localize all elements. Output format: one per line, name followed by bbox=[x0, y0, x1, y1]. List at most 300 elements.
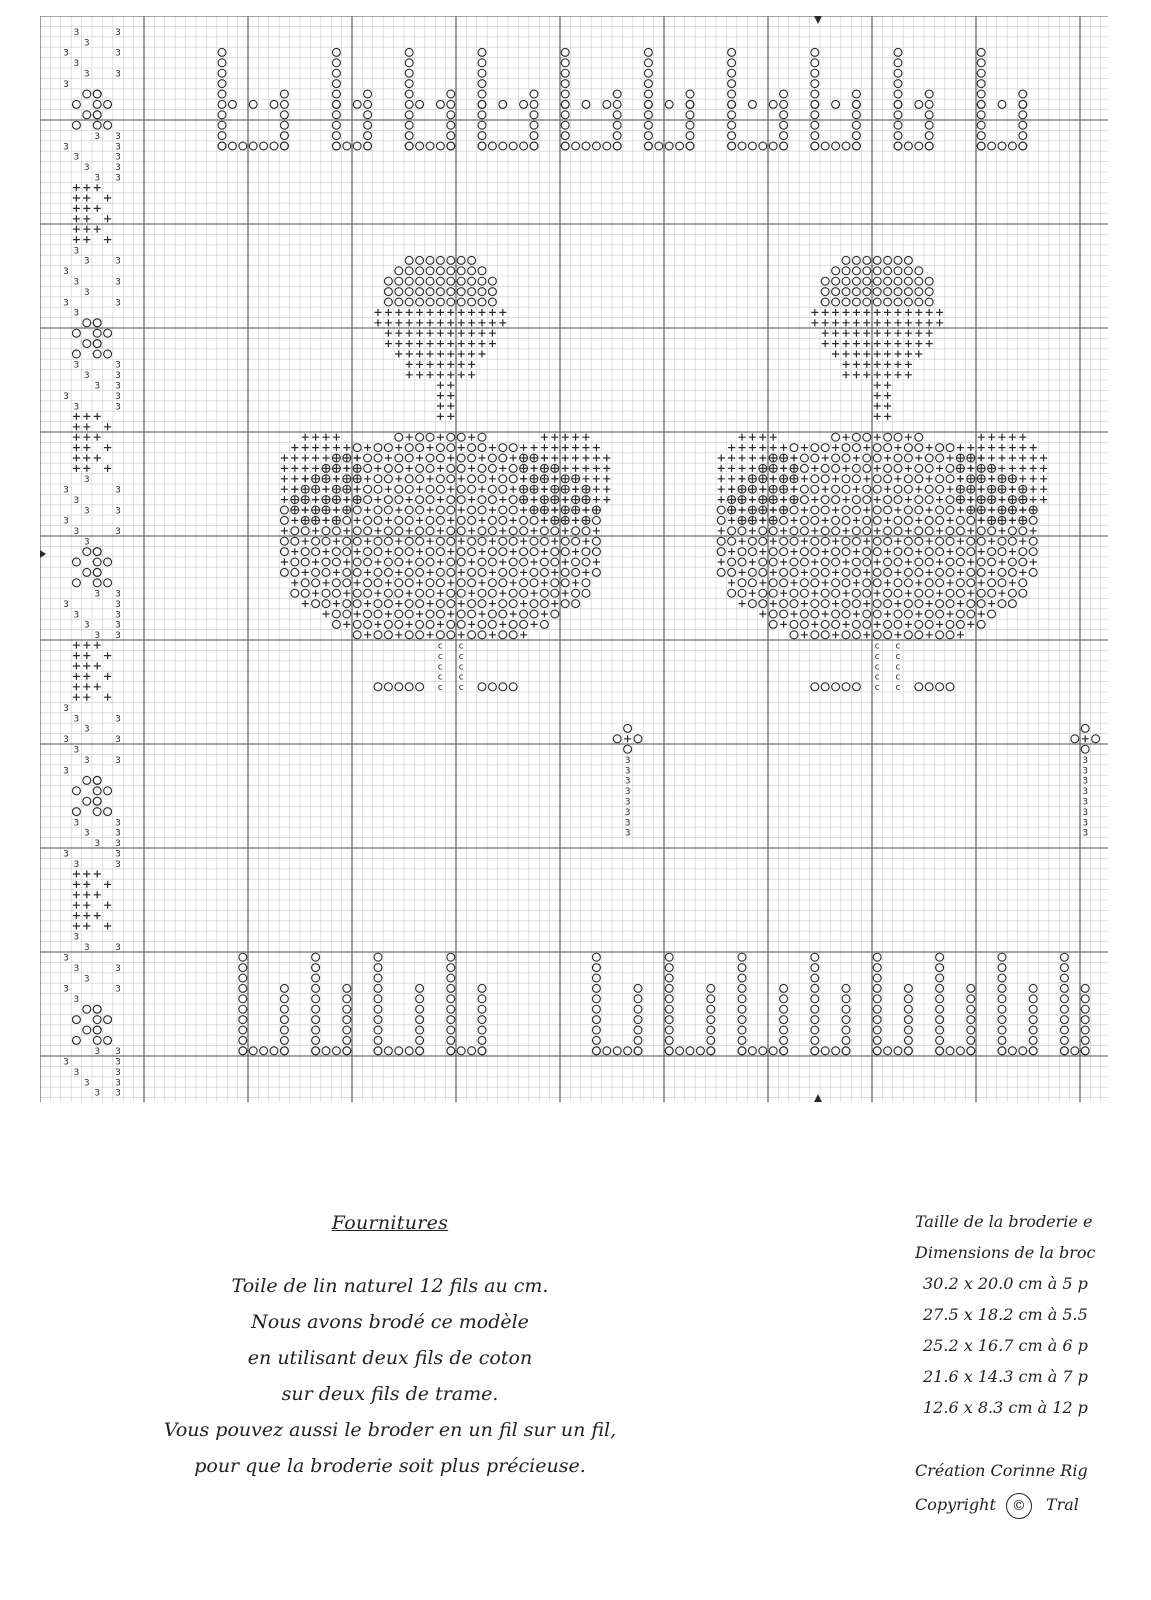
stitch-symbol: 3 bbox=[115, 485, 121, 496]
stitch-circle bbox=[811, 90, 819, 98]
stitch-circle bbox=[811, 142, 819, 150]
stitch-circle bbox=[821, 1047, 829, 1055]
stitch-circle bbox=[894, 579, 902, 587]
stitch-cross bbox=[780, 465, 787, 472]
stitch-cross bbox=[884, 340, 891, 347]
stitch-circle bbox=[988, 548, 996, 556]
stitch-cross bbox=[822, 319, 829, 326]
stitch-circle bbox=[478, 100, 486, 108]
stitch-cross bbox=[822, 454, 829, 461]
stitch-cross bbox=[738, 538, 745, 545]
stitch-circle bbox=[1060, 953, 1068, 961]
stitch-cross bbox=[998, 465, 1005, 472]
stitch-circle bbox=[936, 537, 944, 545]
stitch-circle bbox=[426, 267, 434, 275]
stitch-circle bbox=[488, 683, 496, 691]
stitch-circle bbox=[821, 444, 829, 452]
stitch-circle bbox=[894, 142, 902, 150]
stitch-circle bbox=[707, 995, 715, 1003]
stitch-circle bbox=[343, 1026, 351, 1034]
stitch-cross bbox=[333, 569, 340, 576]
stitch-circle bbox=[104, 1016, 112, 1024]
stitch-circle bbox=[915, 620, 923, 628]
stitch-circle bbox=[988, 579, 996, 587]
stitch-circle bbox=[436, 288, 444, 296]
stitch-cross bbox=[416, 371, 423, 378]
stitch-cross bbox=[1030, 465, 1037, 472]
stitch-circle bbox=[780, 1016, 788, 1024]
stitch-cross bbox=[863, 371, 870, 378]
stitch-symbol: 3 bbox=[115, 402, 121, 413]
stitch-cross bbox=[406, 465, 413, 472]
stitch-cross bbox=[728, 475, 735, 482]
stitch-circle bbox=[343, 984, 351, 992]
stitch-cross bbox=[499, 309, 506, 316]
stitch-circle bbox=[728, 558, 736, 566]
stitch-circle bbox=[1019, 121, 1027, 129]
stitch-cross bbox=[593, 444, 600, 451]
stitch-circle bbox=[540, 558, 548, 566]
stitch-cross bbox=[572, 517, 579, 524]
stitch-cross bbox=[406, 621, 413, 628]
stitch-cross bbox=[499, 621, 506, 628]
stitch-cross bbox=[291, 486, 298, 493]
stitch-cross bbox=[562, 454, 569, 461]
stitch-cross bbox=[73, 642, 80, 649]
stitch-circle bbox=[644, 59, 652, 67]
stitch-symbol: 3 bbox=[115, 599, 121, 610]
stitch-circle bbox=[603, 142, 611, 150]
stitch-circle bbox=[499, 506, 507, 514]
stitch-circle bbox=[967, 1047, 975, 1055]
stitch-circle bbox=[218, 80, 226, 88]
stitch-circle bbox=[915, 267, 923, 275]
stitch-cross bbox=[437, 340, 444, 347]
stitch-circle bbox=[499, 444, 507, 452]
stitch-circle bbox=[998, 964, 1006, 972]
stitch-circle bbox=[561, 548, 569, 556]
stitch-cross bbox=[936, 496, 943, 503]
stitch-cross bbox=[603, 496, 610, 503]
stitch-circle bbox=[447, 506, 455, 514]
stitch-cross bbox=[104, 922, 111, 929]
stitch-circle bbox=[416, 995, 424, 1003]
stitch-cross bbox=[759, 444, 766, 451]
stitch-symbol: 3 bbox=[63, 849, 69, 860]
stitch-symbol: c bbox=[895, 672, 901, 683]
stitch-cross bbox=[322, 444, 329, 451]
stitch-cross bbox=[936, 558, 943, 565]
stitch-cross bbox=[468, 371, 475, 378]
stitch-cross bbox=[73, 465, 80, 472]
stitch-cross bbox=[541, 454, 548, 461]
stitch-cross bbox=[572, 444, 579, 451]
stitch-circle bbox=[852, 256, 860, 264]
stitch-circle bbox=[83, 90, 91, 98]
stitch-circle bbox=[520, 142, 528, 150]
stitch-circle bbox=[312, 548, 320, 556]
stitch-circle bbox=[540, 589, 548, 597]
stitch-cross bbox=[406, 319, 413, 326]
stitch-circle bbox=[863, 464, 871, 472]
stitch-cross bbox=[915, 350, 922, 357]
stitch-symbol: 3 bbox=[115, 298, 121, 309]
stitch-circle bbox=[998, 1036, 1006, 1044]
stitch-circle bbox=[790, 506, 798, 514]
stitch-circle bbox=[946, 1047, 954, 1055]
stitch-circle bbox=[1008, 558, 1016, 566]
stitch-circle bbox=[478, 537, 486, 545]
stitch-cross bbox=[863, 350, 870, 357]
stitch-circle bbox=[582, 527, 590, 535]
stitch-circle bbox=[707, 984, 715, 992]
stitch-cross bbox=[73, 922, 80, 929]
stitch-circle bbox=[218, 111, 226, 119]
stitch-circle bbox=[686, 100, 694, 108]
stitch-circle bbox=[780, 132, 788, 140]
stitch-circle bbox=[790, 444, 798, 452]
stitch-circle bbox=[384, 1047, 392, 1055]
stitch-cross bbox=[333, 538, 340, 545]
stitch-symbol: 3 bbox=[624, 818, 631, 829]
stitch-circle bbox=[925, 558, 933, 566]
stitch-cross bbox=[884, 486, 891, 493]
stitch-circle bbox=[488, 142, 496, 150]
stitch-circle bbox=[447, 568, 455, 576]
stitch-cross bbox=[395, 319, 402, 326]
stitch-circle bbox=[405, 69, 413, 77]
stitch-cross bbox=[406, 361, 413, 368]
stitch-circle bbox=[395, 548, 403, 556]
stitch-circle bbox=[93, 579, 101, 587]
stitch-circle bbox=[447, 464, 455, 472]
stitch-cross bbox=[957, 444, 964, 451]
stitch-cross bbox=[978, 444, 985, 451]
stitch-cross bbox=[374, 496, 381, 503]
stitch-circle bbox=[582, 100, 590, 108]
stitch-cross bbox=[728, 486, 735, 493]
stitch-circle bbox=[728, 111, 736, 119]
stitch-symbol: 3 bbox=[73, 277, 80, 288]
stitch-cross bbox=[853, 340, 860, 347]
stitch-cross bbox=[562, 465, 569, 472]
stitch-cross bbox=[874, 496, 881, 503]
stitch-cross bbox=[83, 423, 90, 430]
stitch-circle bbox=[936, 610, 944, 618]
stitch-cross bbox=[354, 548, 361, 555]
stitch-circle bbox=[551, 610, 559, 618]
stitch-cross bbox=[572, 454, 579, 461]
stitch-circle bbox=[967, 516, 975, 524]
stitch-circle bbox=[104, 808, 112, 816]
stitch-circle bbox=[384, 620, 392, 628]
stitch-cross bbox=[468, 319, 475, 326]
stitch-cross bbox=[468, 496, 475, 503]
stitch-cross bbox=[853, 610, 860, 617]
stitch-circle bbox=[530, 610, 538, 618]
stitch-cross bbox=[562, 590, 569, 597]
stitch-cross bbox=[447, 350, 454, 357]
stitch-circle bbox=[364, 485, 372, 493]
stitch-circle bbox=[93, 90, 101, 98]
stitch-circle bbox=[312, 568, 320, 576]
stitch-circle bbox=[395, 267, 403, 275]
stitch-cross bbox=[863, 631, 870, 638]
stitch-symbol: 3 bbox=[83, 943, 90, 954]
stitch-circle bbox=[738, 589, 746, 597]
stitch-cross bbox=[884, 330, 891, 337]
stitch-circle bbox=[832, 496, 840, 504]
stitch-circle bbox=[447, 964, 455, 972]
stitch-cross bbox=[884, 548, 891, 555]
stitch-circle bbox=[280, 506, 288, 514]
stitch-circle bbox=[884, 475, 892, 483]
stitch-circle bbox=[374, 1005, 382, 1013]
stitch-cross bbox=[562, 434, 569, 441]
stitch-circle bbox=[884, 298, 892, 306]
stitch-cross bbox=[94, 870, 101, 877]
stitch-circle bbox=[364, 454, 372, 462]
stitch-cross bbox=[863, 506, 870, 513]
stitch-cross bbox=[874, 350, 881, 357]
stitch-circle bbox=[707, 1036, 715, 1044]
stitch-circle bbox=[353, 506, 361, 514]
stitch-circle bbox=[447, 1005, 455, 1013]
stitch-circle bbox=[478, 620, 486, 628]
stitch-circle bbox=[811, 964, 819, 972]
stitch-circle bbox=[884, 631, 892, 639]
stitch-circle bbox=[634, 1047, 642, 1055]
stitch-cross bbox=[458, 361, 465, 368]
stitch-symbol: 3 bbox=[73, 1067, 80, 1078]
stitch-circle bbox=[384, 537, 392, 545]
stitch-circle bbox=[1029, 568, 1037, 576]
stitch-circle bbox=[915, 298, 923, 306]
stitch-circle bbox=[800, 589, 808, 597]
stitch-circle bbox=[821, 527, 829, 535]
stitch-circle bbox=[863, 589, 871, 597]
stitch-circle bbox=[457, 298, 465, 306]
stitch-cross bbox=[551, 506, 558, 513]
dimensions-header: Dimensions de la broc bbox=[915, 1243, 1096, 1262]
stitch-cross bbox=[562, 444, 569, 451]
stitch-circle bbox=[301, 548, 309, 556]
stitch-symbol: c bbox=[458, 641, 464, 652]
stitch-circle bbox=[988, 610, 996, 618]
stitch-circle bbox=[748, 1047, 756, 1055]
stitch-circle bbox=[842, 454, 850, 462]
stitch-circle bbox=[842, 683, 850, 691]
stitch-symbol: 3 bbox=[73, 610, 80, 621]
stitch-circle bbox=[977, 620, 985, 628]
stitch-circle bbox=[374, 1016, 382, 1024]
stitch-circle bbox=[468, 548, 476, 556]
stitch-circle bbox=[738, 1047, 746, 1055]
stitch-circle bbox=[499, 537, 507, 545]
stitch-cross bbox=[426, 361, 433, 368]
creation-credit: Création Corinne Rig bbox=[915, 1461, 1088, 1480]
stitch-cross bbox=[104, 652, 111, 659]
stitch-circle bbox=[540, 527, 548, 535]
stitch-circle bbox=[904, 516, 912, 524]
stitch-symbol: 3 bbox=[63, 485, 69, 496]
stitch-circle bbox=[915, 475, 923, 483]
supplies-line: Vous pouvez aussi le broder en un fil sur un fil, bbox=[163, 1419, 617, 1441]
stitch-circle bbox=[332, 90, 340, 98]
stitch-cross bbox=[1030, 454, 1037, 461]
stitch-circle bbox=[395, 277, 403, 285]
stitch-cross bbox=[582, 465, 589, 472]
stitch-symbol: 3 bbox=[624, 776, 631, 787]
stitch-circle bbox=[83, 111, 91, 119]
stitch-circle bbox=[592, 1047, 600, 1055]
stitch-cross bbox=[458, 319, 465, 326]
stitch-circle bbox=[416, 1005, 424, 1013]
stitch-circle bbox=[780, 142, 788, 150]
stitch-cross bbox=[426, 475, 433, 482]
stitch-circle bbox=[894, 90, 902, 98]
stitch-cross bbox=[998, 590, 1005, 597]
stitch-circle bbox=[239, 1036, 247, 1044]
stitch-circle bbox=[842, 267, 850, 275]
stitch-circle bbox=[312, 1036, 320, 1044]
stitch-circle bbox=[665, 142, 673, 150]
stitch-cross bbox=[83, 652, 90, 659]
stitch-cross bbox=[302, 454, 309, 461]
stitch-circle bbox=[852, 100, 860, 108]
supplies-line: pour que la broderie soit plus précieuse. bbox=[194, 1455, 586, 1477]
stitch-cross bbox=[790, 610, 797, 617]
stitch-circle bbox=[780, 1026, 788, 1034]
stitch-cross bbox=[94, 184, 101, 191]
stitch-circle bbox=[218, 100, 226, 108]
stitch-cross bbox=[489, 569, 496, 576]
stitch-circle bbox=[842, 506, 850, 514]
stitch-cross bbox=[541, 579, 548, 586]
stitch-circle bbox=[520, 620, 528, 628]
stitch-cross bbox=[863, 319, 870, 326]
stitch-circle bbox=[863, 277, 871, 285]
stitch-circle bbox=[93, 568, 101, 576]
stitch-cross bbox=[842, 319, 849, 326]
stitch-cross bbox=[364, 475, 371, 482]
stitch-circle bbox=[873, 631, 881, 639]
stitch-circle bbox=[395, 589, 403, 597]
stitch-circle bbox=[322, 537, 330, 545]
stitch-circle bbox=[925, 610, 933, 618]
stitch-circle bbox=[832, 142, 840, 150]
stitch-cross bbox=[1030, 558, 1037, 565]
stitch-circle bbox=[488, 298, 496, 306]
stitch-circle bbox=[384, 600, 392, 608]
stitch-circle bbox=[852, 683, 860, 691]
stitch-circle bbox=[1060, 995, 1068, 1003]
stitch-cross bbox=[468, 621, 475, 628]
stitch-cross bbox=[770, 475, 777, 482]
stitch-cross bbox=[395, 475, 402, 482]
stitch-circle bbox=[977, 132, 985, 140]
stitch-cross bbox=[73, 236, 80, 243]
stitch-circle bbox=[457, 454, 465, 462]
stitch-circle bbox=[904, 1026, 912, 1034]
stitch-circle bbox=[884, 558, 892, 566]
stitch-circle bbox=[977, 600, 985, 608]
stitch-circle bbox=[499, 100, 507, 108]
stitch-circle bbox=[925, 132, 933, 140]
stitch-cross bbox=[905, 527, 912, 534]
stitch-circle bbox=[915, 527, 923, 535]
stitch-cross bbox=[842, 621, 849, 628]
stitch-circle bbox=[447, 132, 455, 140]
stitch-circle bbox=[384, 475, 392, 483]
stitch-circle bbox=[249, 1047, 257, 1055]
stitch-cross bbox=[738, 434, 745, 441]
stitch-circle bbox=[364, 100, 372, 108]
stitch-circle bbox=[925, 527, 933, 535]
stitch-circle bbox=[509, 506, 517, 514]
stitch-circle bbox=[998, 974, 1006, 982]
stitch-cross bbox=[842, 434, 849, 441]
stitch-circle bbox=[936, 444, 944, 452]
stitch-cross bbox=[811, 558, 818, 565]
stitch-circle bbox=[374, 683, 382, 691]
stitch-cross bbox=[322, 486, 329, 493]
stitch-circle bbox=[374, 1047, 382, 1055]
stitch-circle bbox=[343, 548, 351, 556]
stitch-cross bbox=[884, 319, 891, 326]
stitch-circle bbox=[956, 579, 964, 587]
stitch-cross bbox=[458, 444, 465, 451]
stitch-circle bbox=[707, 1005, 715, 1013]
stitch-circle bbox=[343, 1036, 351, 1044]
stitch-circle bbox=[322, 568, 330, 576]
stitch-circle bbox=[447, 121, 455, 129]
stitch-symbol: 3 bbox=[624, 828, 631, 839]
stitch-cross bbox=[842, 361, 849, 368]
stitch-circle bbox=[343, 995, 351, 1003]
cross-stitch-chart bbox=[40, 16, 1108, 1102]
stitch-circle bbox=[780, 568, 788, 576]
stitch-cross bbox=[863, 340, 870, 347]
stitch-circle bbox=[572, 600, 580, 608]
stitch-cross bbox=[83, 642, 90, 649]
stitch-circle bbox=[821, 589, 829, 597]
stitch-circle bbox=[686, 121, 694, 129]
stitch-cross bbox=[478, 610, 485, 617]
stitch-circle bbox=[665, 974, 673, 982]
stitch-cross bbox=[801, 444, 808, 451]
stitch-circle bbox=[977, 527, 985, 535]
stitch-circle bbox=[280, 548, 288, 556]
stitch-cross bbox=[541, 517, 548, 524]
stitch-cross bbox=[73, 673, 80, 680]
stitch-circle bbox=[842, 600, 850, 608]
stitch-circle bbox=[447, 90, 455, 98]
stitch-circle bbox=[395, 527, 403, 535]
stitch-circle bbox=[312, 537, 320, 545]
stitch-circle bbox=[613, 90, 621, 98]
stitch-circle bbox=[447, 298, 455, 306]
stitch-cross bbox=[530, 621, 537, 628]
stitch-circle bbox=[468, 267, 476, 275]
stitch-circle bbox=[894, 527, 902, 535]
stitch-cross bbox=[822, 486, 829, 493]
stitch-circle bbox=[509, 683, 517, 691]
stitch-circle bbox=[936, 548, 944, 556]
stitch-circle bbox=[821, 568, 829, 576]
stitch-cross bbox=[894, 309, 901, 316]
stitch-circle bbox=[873, 610, 881, 618]
